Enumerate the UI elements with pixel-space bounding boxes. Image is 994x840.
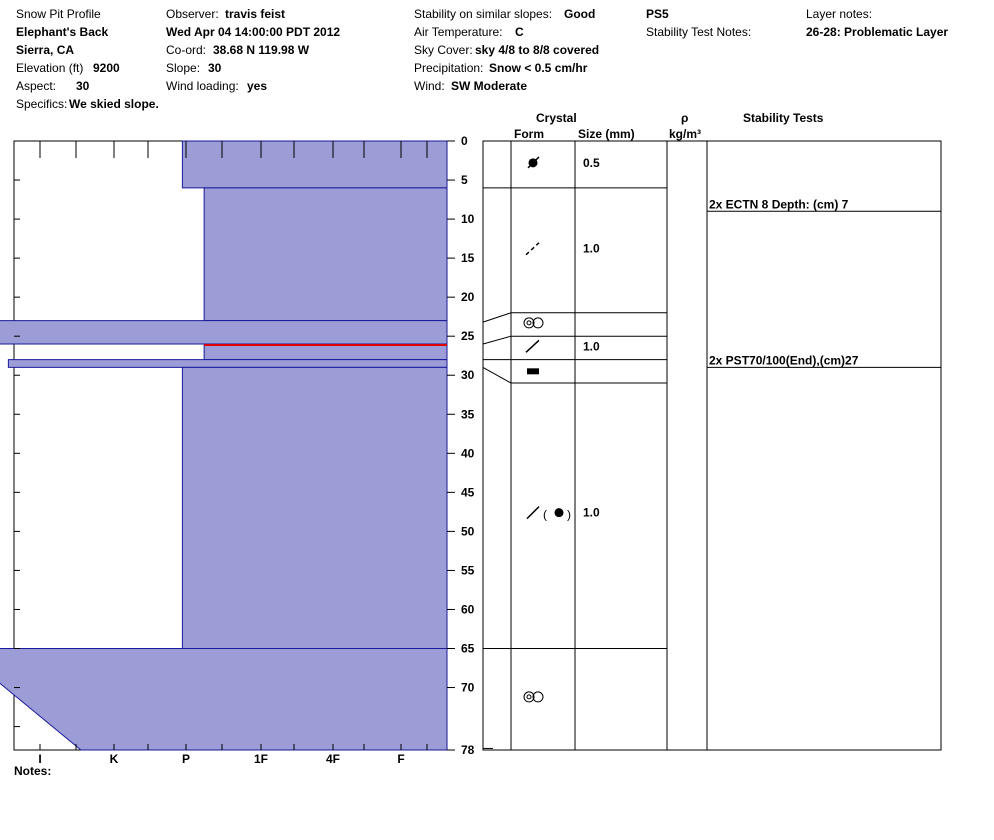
hardness-layer-6 — [0, 649, 447, 751]
hardness-label-F: F — [397, 752, 405, 766]
ice-layer-icon — [527, 368, 539, 374]
decomposing-crystal-icon — [526, 243, 539, 255]
coord-label: Co-ord: — [166, 43, 207, 57]
elevation-value: 9200 — [93, 61, 120, 75]
hardness-layer-5 — [182, 367, 447, 648]
observer-value: travis feist — [225, 7, 286, 21]
air-temp-value: C — [515, 25, 524, 39]
sky-label: Sky Cover: — [414, 43, 473, 57]
crystal-table-frame — [483, 141, 941, 750]
depth-label-35: 35 — [461, 407, 475, 422]
size-header: Size (mm) — [578, 127, 635, 141]
hardness-layer-2 — [0, 321, 447, 344]
leader-25 — [483, 336, 511, 344]
wind-loading-label: Wind loading: — [166, 79, 239, 93]
density-unit-header: kg/m³ — [669, 127, 702, 141]
depth-label-25: 25 — [461, 329, 475, 344]
depth-label-55: 55 — [461, 563, 475, 578]
aspect-value: 30 — [76, 79, 90, 93]
rounded-grain-icon — [555, 508, 564, 517]
crystal-size-0: 0.5 — [583, 155, 600, 170]
hardness-label-K: K — [109, 752, 119, 766]
stability-label: Stability on similar slopes: — [414, 7, 553, 21]
stability-value: Good — [564, 7, 596, 21]
depth-label-15: 15 — [461, 251, 475, 266]
aspect-label: Aspect: — [16, 79, 57, 93]
depth-label-5: 5 — [461, 173, 468, 188]
decomposing-icon — [527, 507, 539, 519]
wind-value: SW Moderate — [451, 79, 528, 93]
ps-value: PS5 — [646, 7, 669, 21]
specifics-label: Specifics: — [16, 97, 68, 111]
crystal-size-3: 1.0 — [583, 339, 600, 354]
depth-label-78: 78 — [461, 743, 475, 757]
melt-freeze-icon-inner — [527, 321, 531, 325]
specifics-value: We skied slope. — [69, 97, 159, 111]
melt-freeze-icon-inner — [527, 695, 531, 699]
stability-test-label-1: 2x PST70/100(End),(cm)27 — [709, 353, 859, 368]
notes-label: Notes: — [14, 764, 52, 778]
crystal-size-5: 1.0 — [583, 505, 600, 520]
paren-close: ) — [567, 507, 571, 522]
depth-label-45: 45 — [461, 485, 475, 500]
hardness-label-1F: 1F — [253, 752, 269, 766]
precip-value: Snow < 0.5 cm/hr — [489, 61, 588, 75]
coord-value: 38.68 N 119.98 W — [213, 43, 310, 57]
decomposing-crystal-icon — [526, 340, 539, 352]
wind-loading-value: yes — [247, 79, 268, 93]
datetime-value: Wed Apr 04 14:00:00 PDT 2012 — [166, 25, 341, 39]
hardness-label-4F: 4F — [325, 752, 341, 766]
slope-label: Slope: — [166, 61, 201, 75]
depth-label-40: 40 — [461, 446, 475, 461]
leader-31 — [483, 367, 511, 383]
hardness-label-P: P — [181, 752, 191, 766]
depth-label-60: 60 — [461, 602, 475, 617]
depth-label-65: 65 — [461, 641, 475, 656]
stability-test-label-0: 2x ECTN 8 Depth: (cm) 7 — [709, 197, 849, 212]
leader-22 — [483, 313, 511, 322]
depth-label-0: 0 — [461, 134, 468, 148]
sky-value: sky 4/8 to 8/8 covered — [475, 43, 600, 57]
crystal-header: Crystal — [536, 111, 577, 125]
slope-value: 30 — [208, 61, 222, 75]
region-name: Sierra, CA — [16, 43, 75, 57]
hardness-layer-3 — [204, 344, 447, 360]
crystal-size-1: 1.0 — [583, 241, 600, 256]
hardness-layer-1 — [204, 188, 447, 321]
depth-label-50: 50 — [461, 524, 475, 539]
hardness-layer-4 — [8, 360, 447, 368]
observer-label: Observer: — [166, 7, 219, 21]
air-temp-label: Air Temperature: — [414, 25, 503, 39]
form-header: Form — [514, 127, 544, 141]
depth-label-30: 30 — [461, 368, 475, 383]
depth-label-10: 10 — [461, 212, 475, 227]
depth-label-70: 70 — [461, 680, 475, 695]
layer-note-value: 26-28: Problematic Layer — [806, 25, 949, 39]
stability-test-notes-label: Stability Test Notes: — [646, 25, 752, 39]
wind-label: Wind: — [414, 79, 445, 93]
location-name: Elephant's Back — [16, 25, 109, 39]
page-title: Snow Pit Profile — [16, 7, 101, 21]
layer-notes-label: Layer notes: — [806, 7, 873, 21]
hardness-label-I: I — [38, 752, 42, 766]
depth-label-20: 20 — [461, 290, 475, 305]
precip-label: Precipitation: — [414, 61, 484, 75]
stability-tests-header: Stability Tests — [743, 111, 824, 125]
elevation-label: Elevation (ft) — [16, 61, 84, 75]
paren-open: ( — [543, 507, 547, 522]
rho-header: ρ — [681, 111, 689, 125]
